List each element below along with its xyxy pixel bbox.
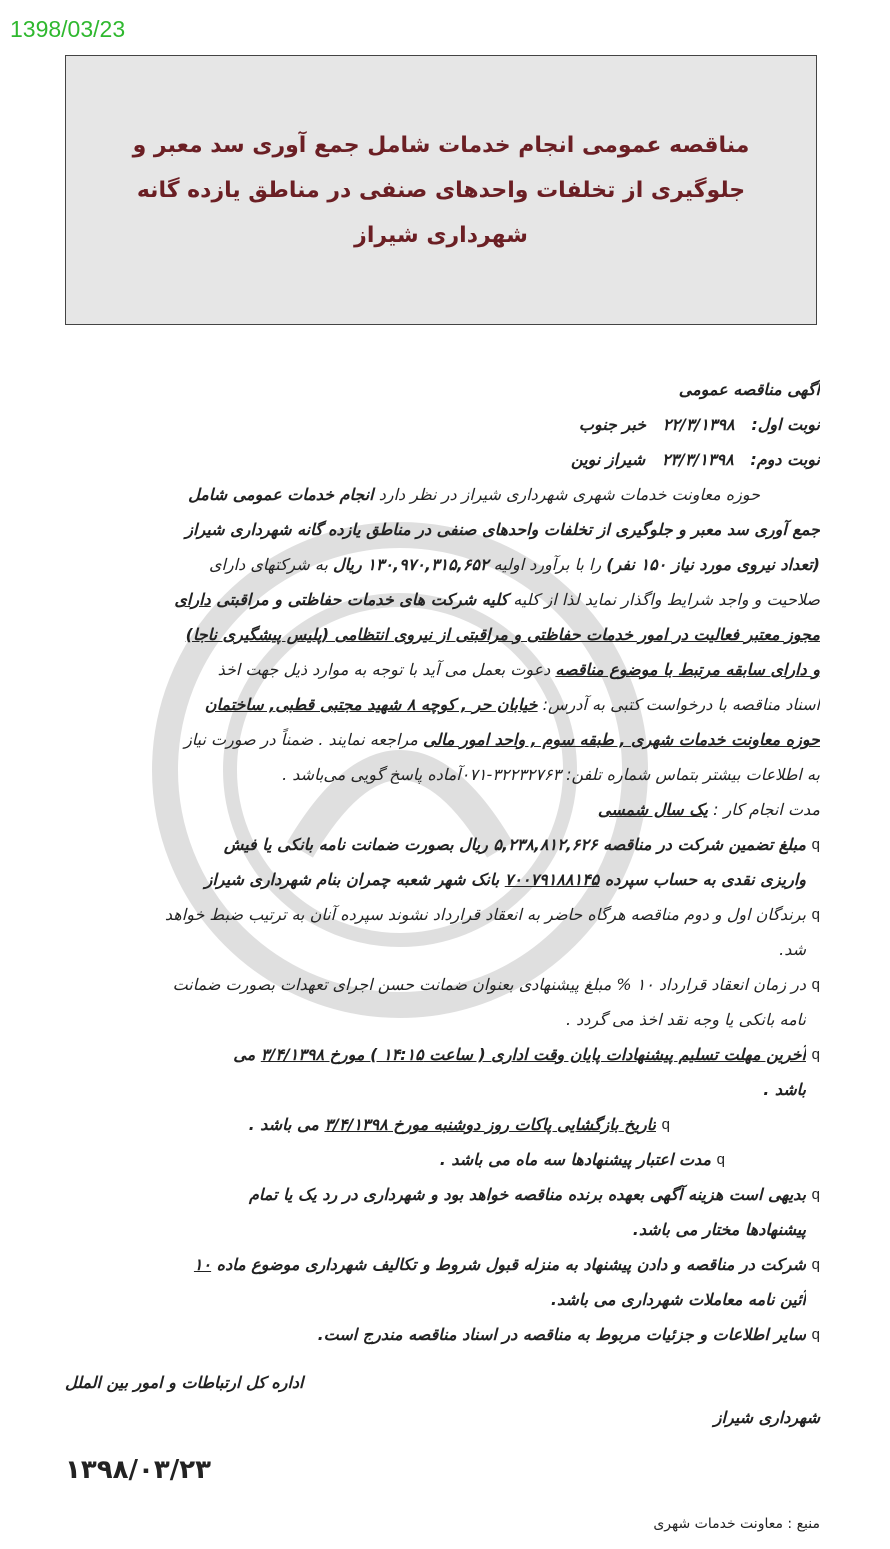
para-text: کلیه شرکت های خدمات حفاظتی و مراقبتی xyxy=(210,590,509,609)
duration-label: مدت انجام کار : xyxy=(708,800,820,819)
list-item-text xyxy=(62,1317,806,1352)
para-line xyxy=(62,652,820,687)
notice-heading: آگهی مناقصه عمومی xyxy=(678,380,820,399)
para-line: به اطلاعات بیشتر بتماس شماره تلفن: ۳۲۲۳۲۷۶۳-۰۷۱آماده پاسخ گویی می‌باشد . xyxy=(282,765,820,784)
round-1-date: ۲۲/۳/۱۳۹۸ xyxy=(662,415,735,434)
list-item-part: تاریخ بازگشایی پاکات روز دوشنبه مورخ xyxy=(387,1115,656,1134)
source-line: منبع : معاونت خدمات شهری xyxy=(653,1516,820,1532)
list-item xyxy=(62,1317,820,1352)
para-line xyxy=(62,722,820,757)
list-item-text xyxy=(62,897,806,967)
list-item-text xyxy=(62,1037,806,1107)
para-line: مجوز معتبر فعالیت در امور خدمات حفاظتی و مراقبتی از نیروی انتظامی (پلیس پیشگیری ناجا) xyxy=(185,625,820,644)
para-line xyxy=(62,547,820,582)
list-item-line: بدیهی است هزینه آگهی بعهده برنده مناقصه خواهد بود و شهرداری در رد یک یا تمام xyxy=(249,1185,806,1204)
para-text: انجام خدمات عمومی شامل xyxy=(188,485,374,504)
signature-dept: اداره کل ارتباطات و امور بین الملل xyxy=(65,1373,304,1392)
list-item xyxy=(62,1247,820,1317)
list-item-line xyxy=(62,1247,806,1282)
list-item-part: آخرین مهلت تسلیم پیشنهادات پایان وقت اداری ( ساعت ۱۴:۱۵ ) مورخ xyxy=(324,1045,806,1064)
bullet-icon: q xyxy=(811,906,820,923)
deadline-date: ۳/۴/۱۳۹۸ xyxy=(260,1045,325,1064)
list-item-line: آئین نامه معاملات شهرداری می باشد. xyxy=(550,1290,806,1309)
para-text: به شرکتهای دارای xyxy=(208,555,333,574)
estimate-amount: ۱۳۰,۹۷۰,۳۱۵,۶۵۲ ریال xyxy=(332,555,489,574)
header-date: 1398/03/23 xyxy=(10,16,126,42)
address-text: خیابان حر , کوچه ۸ شهید مجتبی قطبی, ساختمان xyxy=(204,695,538,714)
list-item-line xyxy=(62,1107,656,1142)
list-item-text xyxy=(62,1107,656,1142)
list-item-text xyxy=(62,1142,711,1177)
list-item-part: می باشد . xyxy=(248,1115,325,1134)
round-1-line xyxy=(62,407,820,442)
list-item xyxy=(62,827,820,897)
list-item-text xyxy=(62,1177,806,1247)
bullet-icon: q xyxy=(811,976,820,993)
bullet-icon: q xyxy=(716,1151,725,1168)
title-line-2: جلوگیری از تخلفات واحدهای صنفی در مناطق یازده گانه xyxy=(136,177,746,203)
title-box xyxy=(65,55,817,325)
list-item-line: شد. xyxy=(779,940,806,959)
bullet-icon: q xyxy=(811,836,820,853)
list-item-line xyxy=(62,862,806,897)
bullet-icon: q xyxy=(661,1116,670,1133)
round-2-date: ۲۳/۳/۱۳۹۸ xyxy=(661,450,734,469)
para-text: حوزه معاونت خدمات شهری شهرداری شیراز در نظر دارد xyxy=(373,485,760,504)
list-item-part: شرکت در مناقصه و دادن پیشنهاد به منزله قبول شروط و تکالیف شهرداری موضوع ماده xyxy=(211,1255,806,1274)
bullet-icon: q xyxy=(811,1326,820,1343)
list-item-line: مبلغ تضمین شرکت در مناقصه ۵,۲۳۸,۸۱۲,۶۲۶ ریال بصورت ضمانت نامه بانکی یا فیش xyxy=(223,835,806,854)
list-item xyxy=(62,1142,820,1177)
round-2-line xyxy=(62,442,820,477)
account-number: ۷۰۰۷۹۱۸۸۱۴۵ xyxy=(504,870,600,889)
list-item-line: در زمان انعقاد قرارداد ۱۰ % مبلغ پیشنهادی بعنوان ضمانت حسن اجرای تعهدات بصورت ضمانت xyxy=(172,975,806,994)
list-item xyxy=(62,1037,820,1107)
round-2-paper: شیراز نوین xyxy=(570,450,646,469)
para-text: را با برآورد اولیه xyxy=(488,555,607,574)
list-item xyxy=(62,1177,820,1247)
para-line xyxy=(62,477,820,512)
bullet-icon: q xyxy=(811,1186,820,1203)
para-line: جمع آوری سد معبر و جلوگیری از تخلفات واحدهای صنفی در مناطق یازده گانه شهرداری شیراز xyxy=(185,520,820,539)
bullet-icon: q xyxy=(811,1046,820,1063)
para-text: دارای xyxy=(174,590,211,609)
list-item-line: پیشنهادها مختار می باشد. xyxy=(632,1220,806,1239)
round-1-label: نوبت اول: xyxy=(751,415,820,434)
para-text: مراجعه نمایند . ضمناً در صورت نیاز xyxy=(184,730,423,749)
round-2-label: نوبت دوم: xyxy=(750,450,820,469)
para-text: صلاحیت و واجد شرایط واگذار نماید لذا از کلیه xyxy=(508,590,820,609)
para-text: دعوت بعمل می آید با توجه به موارد ذیل جهت اخذ xyxy=(217,660,556,679)
list-item-text xyxy=(62,827,806,897)
list-item-part: می xyxy=(233,1045,261,1064)
round-1-paper: خبر جنوب xyxy=(578,415,647,434)
list-item-line: سایر اطلاعات و جزئیات مربوط به مناقصه در اسناد مناقصه مندرج است. xyxy=(317,1325,806,1344)
notice-body xyxy=(62,372,820,1352)
list-item xyxy=(62,1107,820,1142)
para-text: (تعداد نیروی مورد نیاز ۱۵۰ نفر) xyxy=(606,555,820,574)
address-text: حوزه معاونت خدمات شهری , طبقه سوم , واحد امور مالی xyxy=(422,730,820,749)
para-text: اسناد مناقصه با درخواست کتبی به آدرس: xyxy=(537,695,820,714)
list-item-line: مدت اعتبار پیشنهادها سه ماه می باشد . xyxy=(439,1150,711,1169)
bullet-icon: q xyxy=(811,1256,820,1273)
para-line xyxy=(62,687,820,722)
list-item-line xyxy=(62,1037,806,1072)
footer-date: ۱۳۹۸/۰۳/۲۳ xyxy=(65,1455,211,1485)
list-item-part: بانک شهر شعبه چمران بنام شهرداری شیراز xyxy=(204,870,505,889)
list-item-line: نامه بانکی یا وجه نقد اخذ می گردد . xyxy=(565,1010,806,1029)
opening-date: ۳/۴/۱۳۹۸ xyxy=(324,1115,388,1134)
list-item-part: واریزی نقدی به حساب سپرده xyxy=(599,870,806,889)
page-title xyxy=(91,123,791,258)
title-line-1: مناقصه عمومی انجام خدمات شامل جمع آوری سد معبر و xyxy=(132,132,750,158)
list-item xyxy=(62,897,820,967)
title-line-3: شهرداری شیراز xyxy=(354,222,528,248)
duration-line xyxy=(62,792,820,827)
list-item xyxy=(62,967,820,1037)
article-number: ۱۰ xyxy=(193,1255,212,1274)
para-text: و دارای سابقه مرتبط با موضوع مناقصه xyxy=(555,660,820,679)
duration-value: یک سال شمسی xyxy=(597,800,708,819)
signature-org: شهرداری شیراز xyxy=(713,1408,820,1427)
para-line xyxy=(62,582,820,617)
list-item-text xyxy=(62,1247,806,1317)
list-item-line: برندگان اول و دوم مناقصه هرگاه حاضر به انعقاد قرارداد نشوند سپرده آنان به ترتیب ضبط خواهد xyxy=(164,905,806,924)
list-item-text xyxy=(62,967,806,1037)
list-item-line: باشد . xyxy=(763,1080,806,1099)
